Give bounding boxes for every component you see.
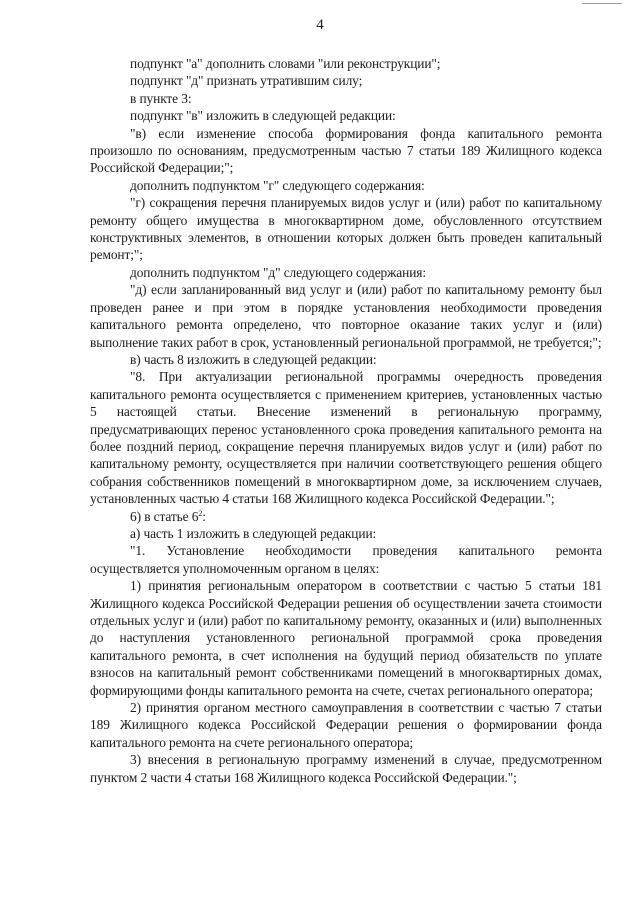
article-heading xyxy=(90,508,602,525)
paragraph: подпункт "в" изложить в следующей редакции: xyxy=(130,108,396,124)
paragraph: "8. При актуализации региональной программы очередность проведения капитального ремонта осуществляется с применением критериев, установленных частью 5 настоящей статьи. Внесение изменений в региональную программу, предусматривающих перенос установленного срока проведения капитального ремонта на более поздний период, сокращение перечня планируемых видов услуг и (или) работ по капитальному ремонту, осуществляется при наличии соответствующего решения общего собрания собственников помещений в многоквартирном доме, за исключением случаев, установленных частью 4 статьи 168 Жилищного кодекса Российской Федерации."; xyxy=(90,369,602,507)
paragraph: "г) сокращения перечня планируемых видов услуг и (или) работ по капитальному ремонту общего имущества в многоквартирном доме, обусловленного отсутствием конструктивных элементов, в отношении которых должен быть проведен капитальный ремонт;"; xyxy=(90,195,602,263)
paragraph: подпункт "а" дополнить словами "или реконструкции"; xyxy=(130,56,441,71)
paragraph: в) часть 8 изложить в следующей редакции: xyxy=(130,351,377,367)
paragraph: а) часть 1 изложить в следующей редакции: xyxy=(130,525,377,541)
paragraph: в пункте 3: xyxy=(130,90,192,106)
paragraph: 2) принятия органом местного самоуправления в соответствии с частью 7 статьи 189 Жилищного кодекса Российской Федерации решения о формировании фонда капитального ремонта на счете регионального оператора; xyxy=(90,700,602,750)
paragraph: "в) если изменение способа формирования фонда капитального ремонта произошло по основаниям, предусмотренным частью 7 статьи 189 Жилищного кодекса Российской Федерации;"; xyxy=(90,125,602,176)
article-superscript: 2 xyxy=(198,508,203,518)
paragraph: 3) внесения в региональную программу изменений в случае, предусмотренном пунктом 2 части 4 статьи 168 Жилищного кодекса Российской Федерации."; xyxy=(90,752,602,785)
article-heading-text: 6) в статье 6 xyxy=(130,508,199,524)
document-body xyxy=(90,55,602,786)
paragraph: "д) если запланированный вид услуг и (или) работ по капитальному ремонту был проведен ранее и при этом в порядке установления необходимости проведения капитального ремонта определено, что повторное оказание таких услуг и (или) выполнение таких работ в срок, установленный региональной программой, не требуется;"; xyxy=(90,282,602,350)
paragraph: дополнить подпунктом "д" следующего содержания: xyxy=(130,264,426,280)
corner-rule xyxy=(582,3,622,4)
paragraph: "1. Установление необходимости проведения капитального ремонта осуществляется уполномоченным органом в целях: xyxy=(90,543,602,576)
paragraph: подпункт "д" признать утратившим силу; xyxy=(130,73,363,89)
article-heading-suffix: : xyxy=(202,508,206,524)
paragraph: дополнить подпунктом "г" следующего содержания: xyxy=(130,177,425,193)
paragraph: 1) принятия региональным оператором в соответствии с частью 5 статьи 181 Жилищного кодекса Российской Федерации решения об осуществлении зачета стоимости отдельных услуг и (или) работ по капитальному ремонту, оказанных и (или) выполненных до наступления установленного региональной программой срока проведения капитального ремонта, в счет исполнения на будущий период обязательств по уплате взносов на капитальный ремонт собственниками помещений в многоквартирных домах, формирующими фонды капитального ремонта на счете, счетах регионального оператора; xyxy=(90,578,602,698)
page-number: 4 xyxy=(316,17,324,33)
